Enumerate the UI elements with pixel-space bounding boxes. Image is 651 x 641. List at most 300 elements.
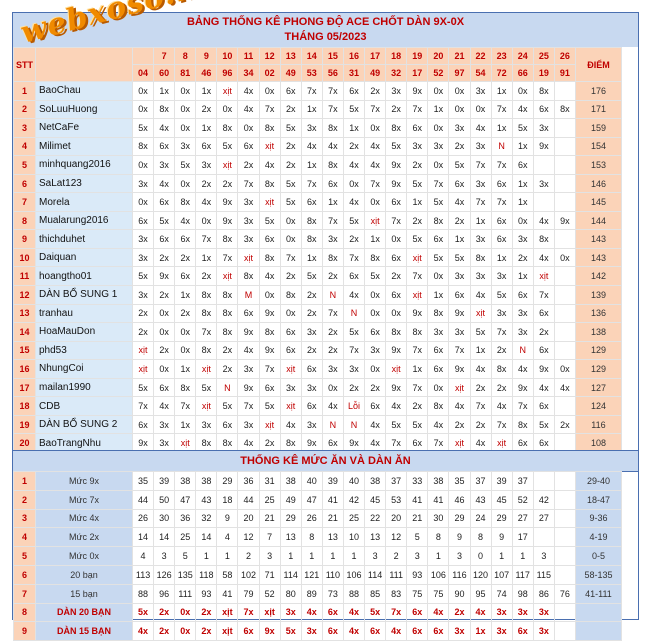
result-cell: 7x: [365, 174, 386, 193]
dan-cell: 3x: [280, 603, 301, 622]
stats-row: [14, 584, 622, 603]
player-name: NetCaFe: [36, 119, 133, 138]
result-cell: xịt: [449, 378, 470, 397]
result-cell: 3x: [512, 304, 533, 323]
table-row: [14, 193, 622, 212]
result-cell: 3x: [133, 248, 154, 267]
stat-cell: 3: [533, 547, 554, 566]
result-cell: 1x: [322, 193, 343, 212]
dan-cell: 0x: [175, 603, 196, 622]
result-header: 97: [449, 65, 470, 82]
result-cell: 3x: [470, 230, 491, 249]
result-cell: 3x: [301, 415, 322, 434]
result-cell: 1x: [343, 119, 364, 138]
performance-table: [13, 47, 622, 453]
stat-cell: 40: [343, 472, 364, 491]
result-cell: 4x: [175, 211, 196, 230]
result-header: 34: [238, 65, 259, 82]
table-row: [14, 415, 622, 434]
result-cell: 1x: [470, 211, 491, 230]
result-cell: 6x: [259, 378, 280, 397]
result-cell: 6x: [133, 415, 154, 434]
day-header: 13: [280, 48, 301, 65]
section2-title: THỐNG KÊ MỨC ĂN VÀ DÀN ĂN: [13, 450, 638, 472]
stat-cell: 73: [322, 584, 343, 603]
result-cell: 2x: [217, 360, 238, 379]
row-number: 17: [14, 378, 36, 397]
name-header: [36, 48, 133, 82]
result-cell: 5x: [470, 323, 491, 342]
result-cell: Lỗi: [343, 397, 364, 416]
dan-cell: xịt: [217, 622, 238, 641]
stat-cell: 25: [343, 509, 364, 528]
result-cell: 7x: [491, 156, 512, 175]
stat-cell: 115: [533, 565, 554, 584]
result-cell: 6x: [154, 193, 175, 212]
row-number: 12: [14, 286, 36, 305]
result-cell: 8x: [428, 397, 449, 416]
result-cell: 7x: [491, 415, 512, 434]
result-cell: 4x: [470, 119, 491, 138]
stat-cell: 95: [470, 584, 491, 603]
result-cell: 2x: [407, 156, 428, 175]
result-cell: 1x: [175, 415, 196, 434]
result-cell: 8x: [259, 174, 280, 193]
result-cell: 4x: [301, 137, 322, 156]
result-cell: 8x: [238, 267, 259, 286]
result-cell: 3x: [533, 119, 554, 138]
stat-label: Mức 4x: [36, 509, 133, 528]
score-cell: 127: [575, 378, 621, 397]
day-header: 19: [407, 48, 428, 65]
result-cell: 7x: [386, 211, 407, 230]
result-cell: 6x: [407, 434, 428, 453]
stat-cell: 14: [133, 528, 154, 547]
result-cell: xịt: [280, 360, 301, 379]
result-cell: 0x: [470, 100, 491, 119]
result-cell: 4x: [428, 415, 449, 434]
stat-cell: 120: [470, 565, 491, 584]
stat-cell: 117: [512, 565, 533, 584]
stat-label: Mức 9x: [36, 472, 133, 491]
result-cell: 2x: [343, 137, 364, 156]
result-cell: xịt: [259, 193, 280, 212]
score-cell: 146: [575, 174, 621, 193]
result-cell: 4x: [238, 341, 259, 360]
result-cell: 0x: [449, 82, 470, 101]
player-name: SoLuuHuong: [36, 100, 133, 119]
result-cell: 1x: [491, 248, 512, 267]
stat-cell: 1: [428, 547, 449, 566]
result-cell: 4x: [470, 360, 491, 379]
result-cell: 7x: [365, 100, 386, 119]
result-cell: 2x: [196, 174, 217, 193]
result-cell: 3x: [280, 378, 301, 397]
table-row: [14, 267, 622, 286]
result-cell: 7x: [470, 397, 491, 416]
stat-cell: 9: [217, 509, 238, 528]
result-cell: 3x: [322, 360, 343, 379]
player-name: HoaMauDon: [36, 323, 133, 342]
result-cell: 3x: [449, 323, 470, 342]
result-cell: 0x: [280, 230, 301, 249]
result-cell: 8x: [175, 193, 196, 212]
row-number: 6: [14, 565, 36, 584]
result-cell: 1x: [365, 230, 386, 249]
result-cell: 0x: [554, 360, 575, 379]
result-cell: 2x: [470, 378, 491, 397]
result-cell: 7x: [407, 378, 428, 397]
result-cell: 0x: [259, 82, 280, 101]
result-cell: 6x: [533, 304, 554, 323]
dan-range: [575, 622, 621, 641]
row-number: 2: [14, 490, 36, 509]
result-cell: 5x: [133, 378, 154, 397]
result-cell: 6x: [428, 230, 449, 249]
result-cell: [554, 267, 575, 286]
result-cell: 9x: [386, 378, 407, 397]
result-cell: 5x: [512, 119, 533, 138]
result-cell: 6x: [386, 248, 407, 267]
result-cell: 7x: [407, 100, 428, 119]
result-cell: 3x: [301, 323, 322, 342]
table-row: [14, 341, 622, 360]
result-cell: 7x: [343, 248, 364, 267]
stat-cell: 3: [365, 547, 386, 566]
result-cell: 8x: [217, 286, 238, 305]
day-header: 23: [491, 48, 512, 65]
stat-cell: 25: [175, 528, 196, 547]
result-cell: 4x: [343, 286, 364, 305]
stat-cell: 46: [449, 490, 470, 509]
score-cell: 116: [575, 415, 621, 434]
result-cell: 5x: [217, 137, 238, 156]
result-cell: 3x: [343, 360, 364, 379]
result-cell: 0x: [365, 286, 386, 305]
page-title: BẢNG THỐNG KÊ PHONG ĐỘ ACE CHỐT DÀN 9X-0X: [186, 16, 465, 28]
result-cell: 9x: [554, 211, 575, 230]
result-cell: 7x: [301, 82, 322, 101]
stat-cell: 47: [175, 490, 196, 509]
dan-cell: 6x: [322, 622, 343, 641]
result-cell: 5x: [217, 397, 238, 416]
row-number: 7: [14, 193, 36, 212]
player-name: Mualarung2016: [36, 211, 133, 230]
result-cell: 9x: [133, 434, 154, 453]
result-cell: 6x: [280, 323, 301, 342]
result-cell: 1x: [470, 341, 491, 360]
stat-cell: 37: [512, 472, 533, 491]
table-row: [14, 174, 622, 193]
stat-cell: 1: [280, 547, 301, 566]
result-cell: 7x: [343, 341, 364, 360]
stat-range: 9-36: [575, 509, 621, 528]
stat-cell: 86: [533, 584, 554, 603]
result-cell: 1x: [196, 82, 217, 101]
result-cell: 0x: [175, 119, 196, 138]
dan-cell: 2x: [196, 603, 217, 622]
result-cell: 0x: [133, 100, 154, 119]
result-cell: 8x: [386, 119, 407, 138]
result-cell: 7x: [259, 100, 280, 119]
table-row: [14, 119, 622, 138]
result-header: 19: [533, 65, 554, 82]
stat-cell: 36: [238, 472, 259, 491]
stat-cell: 53: [386, 490, 407, 509]
result-cell: 0x: [512, 82, 533, 101]
result-cell: 6x: [491, 230, 512, 249]
result-cell: 4x: [259, 156, 280, 175]
result-cell: 9x: [386, 341, 407, 360]
stat-cell: 27: [512, 509, 533, 528]
stat-cell: 45: [365, 490, 386, 509]
dan-cell: 6x: [238, 622, 259, 641]
result-cell: 0x: [512, 211, 533, 230]
stat-cell: 0: [470, 547, 491, 566]
result-cell: 5x: [407, 415, 428, 434]
dan-cell: 4x: [343, 603, 364, 622]
stat-cell: 39: [322, 472, 343, 491]
score-header: ĐIỂM: [575, 48, 621, 82]
result-header: 66: [512, 65, 533, 82]
result-cell: 6x: [512, 156, 533, 175]
result-cell: 2x: [449, 137, 470, 156]
result-cell: 4x: [449, 193, 470, 212]
row-number: 11: [14, 267, 36, 286]
result-cell: 3x: [470, 174, 491, 193]
stat-cell: [554, 509, 575, 528]
result-header: 46: [196, 65, 217, 82]
stat-cell: 114: [280, 565, 301, 584]
stat-cell: [554, 565, 575, 584]
day-header: 18: [386, 48, 407, 65]
score-cell: 171: [575, 100, 621, 119]
result-cell: 5x: [175, 156, 196, 175]
row-number: 5: [14, 547, 36, 566]
stat-label: 15 bạn: [36, 584, 133, 603]
result-cell: xịt: [259, 415, 280, 434]
table-row: [14, 82, 622, 101]
day-header: 14: [301, 48, 322, 65]
row-number: 3: [14, 119, 36, 138]
score-cell: 108: [575, 434, 621, 453]
stat-cell: 32: [196, 509, 217, 528]
result-header: 52: [428, 65, 449, 82]
day-header: [133, 48, 154, 65]
stat-cell: 89: [301, 584, 322, 603]
result-cell: 7x: [322, 304, 343, 323]
result-cell: [533, 193, 554, 212]
stat-cell: 31: [259, 472, 280, 491]
stat-cell: 20: [238, 509, 259, 528]
result-cell: 6x: [491, 174, 512, 193]
result-cell: 8x: [470, 248, 491, 267]
result-cell: N: [343, 415, 364, 434]
stat-cell: 20: [386, 509, 407, 528]
stat-cell: 43: [196, 490, 217, 509]
result-cell: 2x: [343, 230, 364, 249]
stat-cell: 135: [175, 565, 196, 584]
result-header: 31: [343, 65, 364, 82]
result-cell: 8x: [301, 211, 322, 230]
stats-board: [12, 12, 639, 637]
result-cell: 3x: [470, 137, 491, 156]
result-cell: 6x: [238, 304, 259, 323]
result-cell: 8x: [154, 100, 175, 119]
result-cell: 0x: [217, 100, 238, 119]
result-cell: 2x: [365, 82, 386, 101]
result-cell: 6x: [428, 341, 449, 360]
result-cell: 0x: [343, 174, 364, 193]
row-number: 4: [14, 137, 36, 156]
result-cell: 2x: [301, 304, 322, 323]
stat-cell: 3: [407, 547, 428, 566]
stat-range: 58-135: [575, 565, 621, 584]
stat-cell: 52: [512, 490, 533, 509]
result-cell: 8x: [280, 434, 301, 453]
stat-cell: 41: [322, 490, 343, 509]
result-cell: 0x: [428, 119, 449, 138]
result-cell: 8x: [322, 119, 343, 138]
result-cell: 8x: [196, 304, 217, 323]
day-header: 25: [533, 48, 554, 65]
result-cell: 1x: [175, 360, 196, 379]
result-cell: 2x: [449, 415, 470, 434]
result-cell: 3x: [133, 286, 154, 305]
result-cell: 7x: [491, 100, 512, 119]
table-row: [14, 360, 622, 379]
stat-cell: 42: [533, 490, 554, 509]
stats-row: [14, 472, 622, 491]
result-cell: 5x: [386, 137, 407, 156]
result-cell: 0x: [133, 156, 154, 175]
result-cell: 8x: [512, 415, 533, 434]
dan-cell: 5x: [365, 603, 386, 622]
stat-cell: 30: [154, 509, 175, 528]
result-header: 04: [133, 65, 154, 82]
stat-cell: 44: [133, 490, 154, 509]
score-cell: 124: [575, 397, 621, 416]
dan-row: [14, 603, 622, 622]
dan-cell: xịt: [259, 603, 280, 622]
result-cell: [554, 174, 575, 193]
stat-cell: 49: [280, 490, 301, 509]
result-cell: 2x: [175, 304, 196, 323]
result-cell: 6x: [449, 286, 470, 305]
result-cell: 5x: [133, 119, 154, 138]
result-cell: 1x: [407, 360, 428, 379]
day-header: 21: [449, 48, 470, 65]
result-cell: 5x: [407, 174, 428, 193]
stat-cell: 9: [449, 528, 470, 547]
result-cell: 8x: [365, 248, 386, 267]
result-cell: 4x: [196, 193, 217, 212]
result-header: 49: [280, 65, 301, 82]
row-number: 5: [14, 156, 36, 175]
stat-range: 29-40: [575, 472, 621, 491]
result-cell: 7x: [133, 397, 154, 416]
stat-cell: 121: [301, 565, 322, 584]
result-cell: 9x: [343, 434, 364, 453]
result-cell: 4x: [365, 156, 386, 175]
result-cell: 0x: [322, 378, 343, 397]
day-header: 26: [554, 48, 575, 65]
result-cell: 2x: [365, 378, 386, 397]
dan-cell: 2x: [449, 603, 470, 622]
result-cell: 5x: [407, 230, 428, 249]
stat-cell: 26: [133, 509, 154, 528]
result-cell: 6x: [343, 267, 364, 286]
stat-cell: 8: [301, 528, 322, 547]
stat-cell: 38: [428, 472, 449, 491]
result-cell: 5x: [280, 174, 301, 193]
result-cell: 1x: [428, 100, 449, 119]
result-cell: 3x: [301, 119, 322, 138]
result-cell: 3x: [491, 267, 512, 286]
row-number: 9: [14, 622, 36, 641]
dan-cell: 7x: [386, 603, 407, 622]
result-cell: 8x: [280, 286, 301, 305]
result-cell: 7x: [428, 434, 449, 453]
stat-cell: 2: [238, 547, 259, 566]
stat-range: 4-19: [575, 528, 621, 547]
result-cell: [554, 193, 575, 212]
result-cell: 3x: [196, 415, 217, 434]
stt-header: STT: [14, 48, 36, 82]
result-cell: 7x: [259, 360, 280, 379]
result-cell: 6x: [154, 378, 175, 397]
stats-row: [14, 490, 622, 509]
day-header: 7: [154, 48, 175, 65]
result-cell: 2x: [259, 434, 280, 453]
dan-cell: 3x: [301, 622, 322, 641]
result-cell: 0x: [175, 100, 196, 119]
result-cell: [554, 397, 575, 416]
stat-range: 41-111: [575, 584, 621, 603]
day-header: 20: [428, 48, 449, 65]
day-header: 17: [365, 48, 386, 65]
result-cell: 8x: [428, 211, 449, 230]
result-cell: 3x: [449, 119, 470, 138]
result-cell: xịt: [196, 360, 217, 379]
stat-cell: 114: [365, 565, 386, 584]
result-cell: 0x: [449, 100, 470, 119]
result-cell: 8x: [301, 230, 322, 249]
result-cell: 3x: [365, 341, 386, 360]
day-header: 11: [238, 48, 259, 65]
result-cell: 5x: [428, 248, 449, 267]
row-number: 3: [14, 509, 36, 528]
result-cell: 1x: [196, 119, 217, 138]
result-cell: 2x: [196, 100, 217, 119]
result-cell: 2x: [280, 137, 301, 156]
result-cell: 6x: [154, 230, 175, 249]
result-cell: 4x: [533, 378, 554, 397]
stat-cell: 52: [259, 584, 280, 603]
result-cell: 4x: [512, 100, 533, 119]
result-cell: 4x: [322, 397, 343, 416]
result-cell: 1x: [428, 286, 449, 305]
result-cell: 0x: [154, 360, 175, 379]
stat-cell: 1: [491, 547, 512, 566]
result-cell: 7x: [449, 341, 470, 360]
result-cell: 9x: [259, 304, 280, 323]
result-cell: 0x: [365, 360, 386, 379]
result-cell: 0x: [428, 82, 449, 101]
result-cell: 5x: [449, 156, 470, 175]
dan-cell: [554, 622, 575, 641]
result-cell: 2x: [322, 341, 343, 360]
